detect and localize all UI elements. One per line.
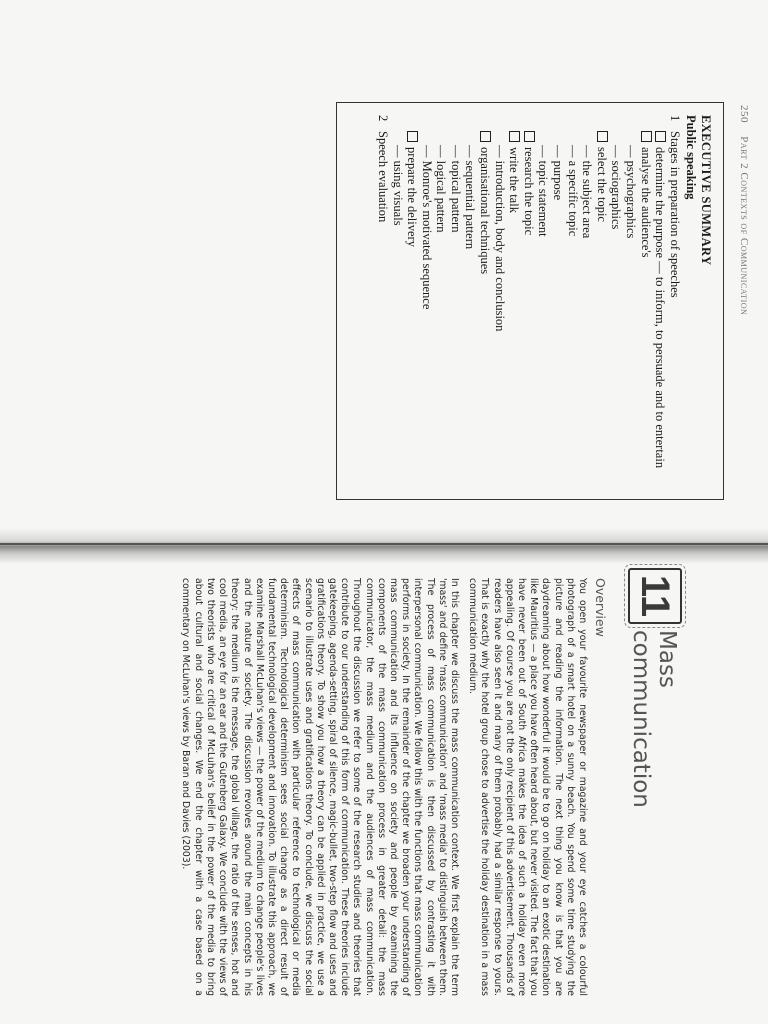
chapter-number-badge: 11 [628, 568, 682, 624]
summary-item-text: write the talk [507, 147, 522, 213]
summary-item [492, 115, 507, 487]
checkbox-bullet-icon [655, 131, 666, 142]
summary-item [375, 115, 390, 487]
summary-item-text: Speech evaluation [375, 131, 390, 223]
overview-paragraph-1: You open your favourite newspaper or magazine and your eye catches a colourful photograph of a smart hotel on a sunny beach. You spend some time studying the picture and reading the information. The next thing you know is that you are daydreaming about how wonderful it would be to go on holiday to an exotic destination like Mauritius — a place you have often heard about, but never visited. The fact that you have never been out of South Africa makes the idea of such a holiday even more appealing. Of course you are not the only recipient of this advertisement. Thousands of readers have also seen it and many of them probably had a similar response to yours. That is exactly why the hotel group chose to advertise the holiday destination in a mass communication medium. [467, 578, 588, 996]
summary-subheading: Public speaking [684, 115, 699, 200]
summary-item [478, 115, 493, 487]
summary-item [536, 115, 551, 487]
overview-body [173, 578, 588, 996]
overview-paragraph-2: In this chapter we discuss the mass communication context. We first explain the term 'mass' and define 'mass communication' and 'mass media' to distinguish between them. The process of mass communication is then discussed by contrasting it with interpersonal communication. We follow this with the functions that mass communication performs in society. In the remainder of the chapter we broaden your understanding of mass communication and its influence on society and people by examining the components of the mass communication process in greater detail: the mass communicator, the mass medium and the audiences of mass communication. Throughout the discussion we refer to some of the research studies and theories that contribute to our understanding of this form of communication. These theories include gatekeeping, agenda-setting, spiral of silence, magic-bullet, two-step flow and uses and gratifications theory. To show you how a theory can be applied in practice, we use a scenario to illustrate uses and gratifications theory. To conclude, we discuss the social effects of mass communication with particular reference to technological or media determinism. Technological determinism sees social change as a direct result of fundamental technological development and innovation. To illustrate this approach, we examine Marshall McLuhan's views — the power of the medium to change people's lives and the nature of society. The discussion revolves around the main concepts in his theory: the medium is the message, the global village, the ratio of the senses, hot and cool media, an eye for an ear and the Gutenberg Galaxy. We conclude with the views of two theorists who are critical of McLuhan's belief in the power of the media to bring about cultural and social changes. We end the chapter with a case based on a commentary on McLuhan's views by Baran and Davies (2003). [180, 578, 460, 996]
checkbox-bullet-icon [524, 131, 535, 142]
checkbox-bullet-icon [480, 131, 491, 142]
summary-item-text: Stages in preparation of speeches [667, 131, 682, 298]
summary-item [580, 115, 595, 487]
summary-item [419, 115, 434, 487]
summary-item [653, 115, 668, 487]
summary-item [565, 115, 580, 487]
summary-item-text: — introduction, body and conclusion [492, 145, 507, 332]
summary-item-number: 1 [667, 115, 682, 122]
summary-item-text: determine the purpose — to inform, to persuade and to entertain [653, 147, 668, 469]
checkbox-bullet-icon [509, 131, 520, 142]
summary-item [550, 115, 565, 487]
summary-item [638, 115, 653, 487]
summary-item-text: — sociographics [609, 145, 624, 230]
summary-item-number: 2 [375, 115, 390, 122]
summary-item-text: — purpose [551, 145, 566, 201]
checkbox-bullet-icon [641, 131, 652, 142]
checkbox-bullet-icon [407, 131, 418, 142]
summary-item [463, 115, 478, 487]
summary-item [390, 115, 405, 487]
chapter-title-line2: communication [628, 630, 654, 808]
chapter-title-line1: Mass [654, 630, 680, 688]
summary-item-text: — the subject area [580, 145, 595, 239]
book-gutter [0, 528, 768, 564]
checkbox-bullet-icon [597, 131, 608, 142]
summary-item-text: research the topic [521, 147, 536, 236]
summary-item-text: — using visuals [390, 145, 405, 226]
summary-heading: EXECUTIVE SUMMARY [699, 115, 713, 266]
summary-item [623, 115, 638, 487]
summary-item [594, 115, 609, 487]
summary-item [521, 115, 536, 487]
summary-item-text: prepare the delivery [405, 147, 420, 247]
summary-item-text: — Monroe's motivated sequence [419, 145, 434, 310]
summary-item-text: — psychographics [624, 145, 639, 239]
gutter-shadow-line [0, 543, 768, 545]
summary-item [667, 115, 682, 487]
summary-item [448, 115, 463, 487]
summary-item-text: — topical pattern [448, 145, 463, 233]
overview-heading: Overview [593, 578, 608, 637]
chapter-title [628, 630, 680, 990]
summary-item-text: — a specific topic [565, 145, 580, 237]
summary-item [434, 115, 449, 487]
summary-item [507, 115, 522, 487]
summary-item [609, 115, 624, 487]
summary-item-text: — topic statement [536, 145, 551, 237]
summary-item-text: organisational techniques [478, 147, 493, 275]
summary-item-text: analyse the audience's [638, 147, 653, 258]
part-title: Part 2 Contexts of Communication [738, 136, 750, 316]
summary-item [405, 115, 420, 487]
summary-list [375, 115, 681, 487]
summary-item-text: select the topic [594, 147, 609, 222]
running-header [738, 105, 750, 525]
summary-item-text: — sequential pattern [463, 145, 478, 250]
executive-summary-box [336, 102, 724, 500]
page-number: 250 [738, 105, 750, 123]
summary-item-text: — logical pattern [434, 145, 449, 233]
